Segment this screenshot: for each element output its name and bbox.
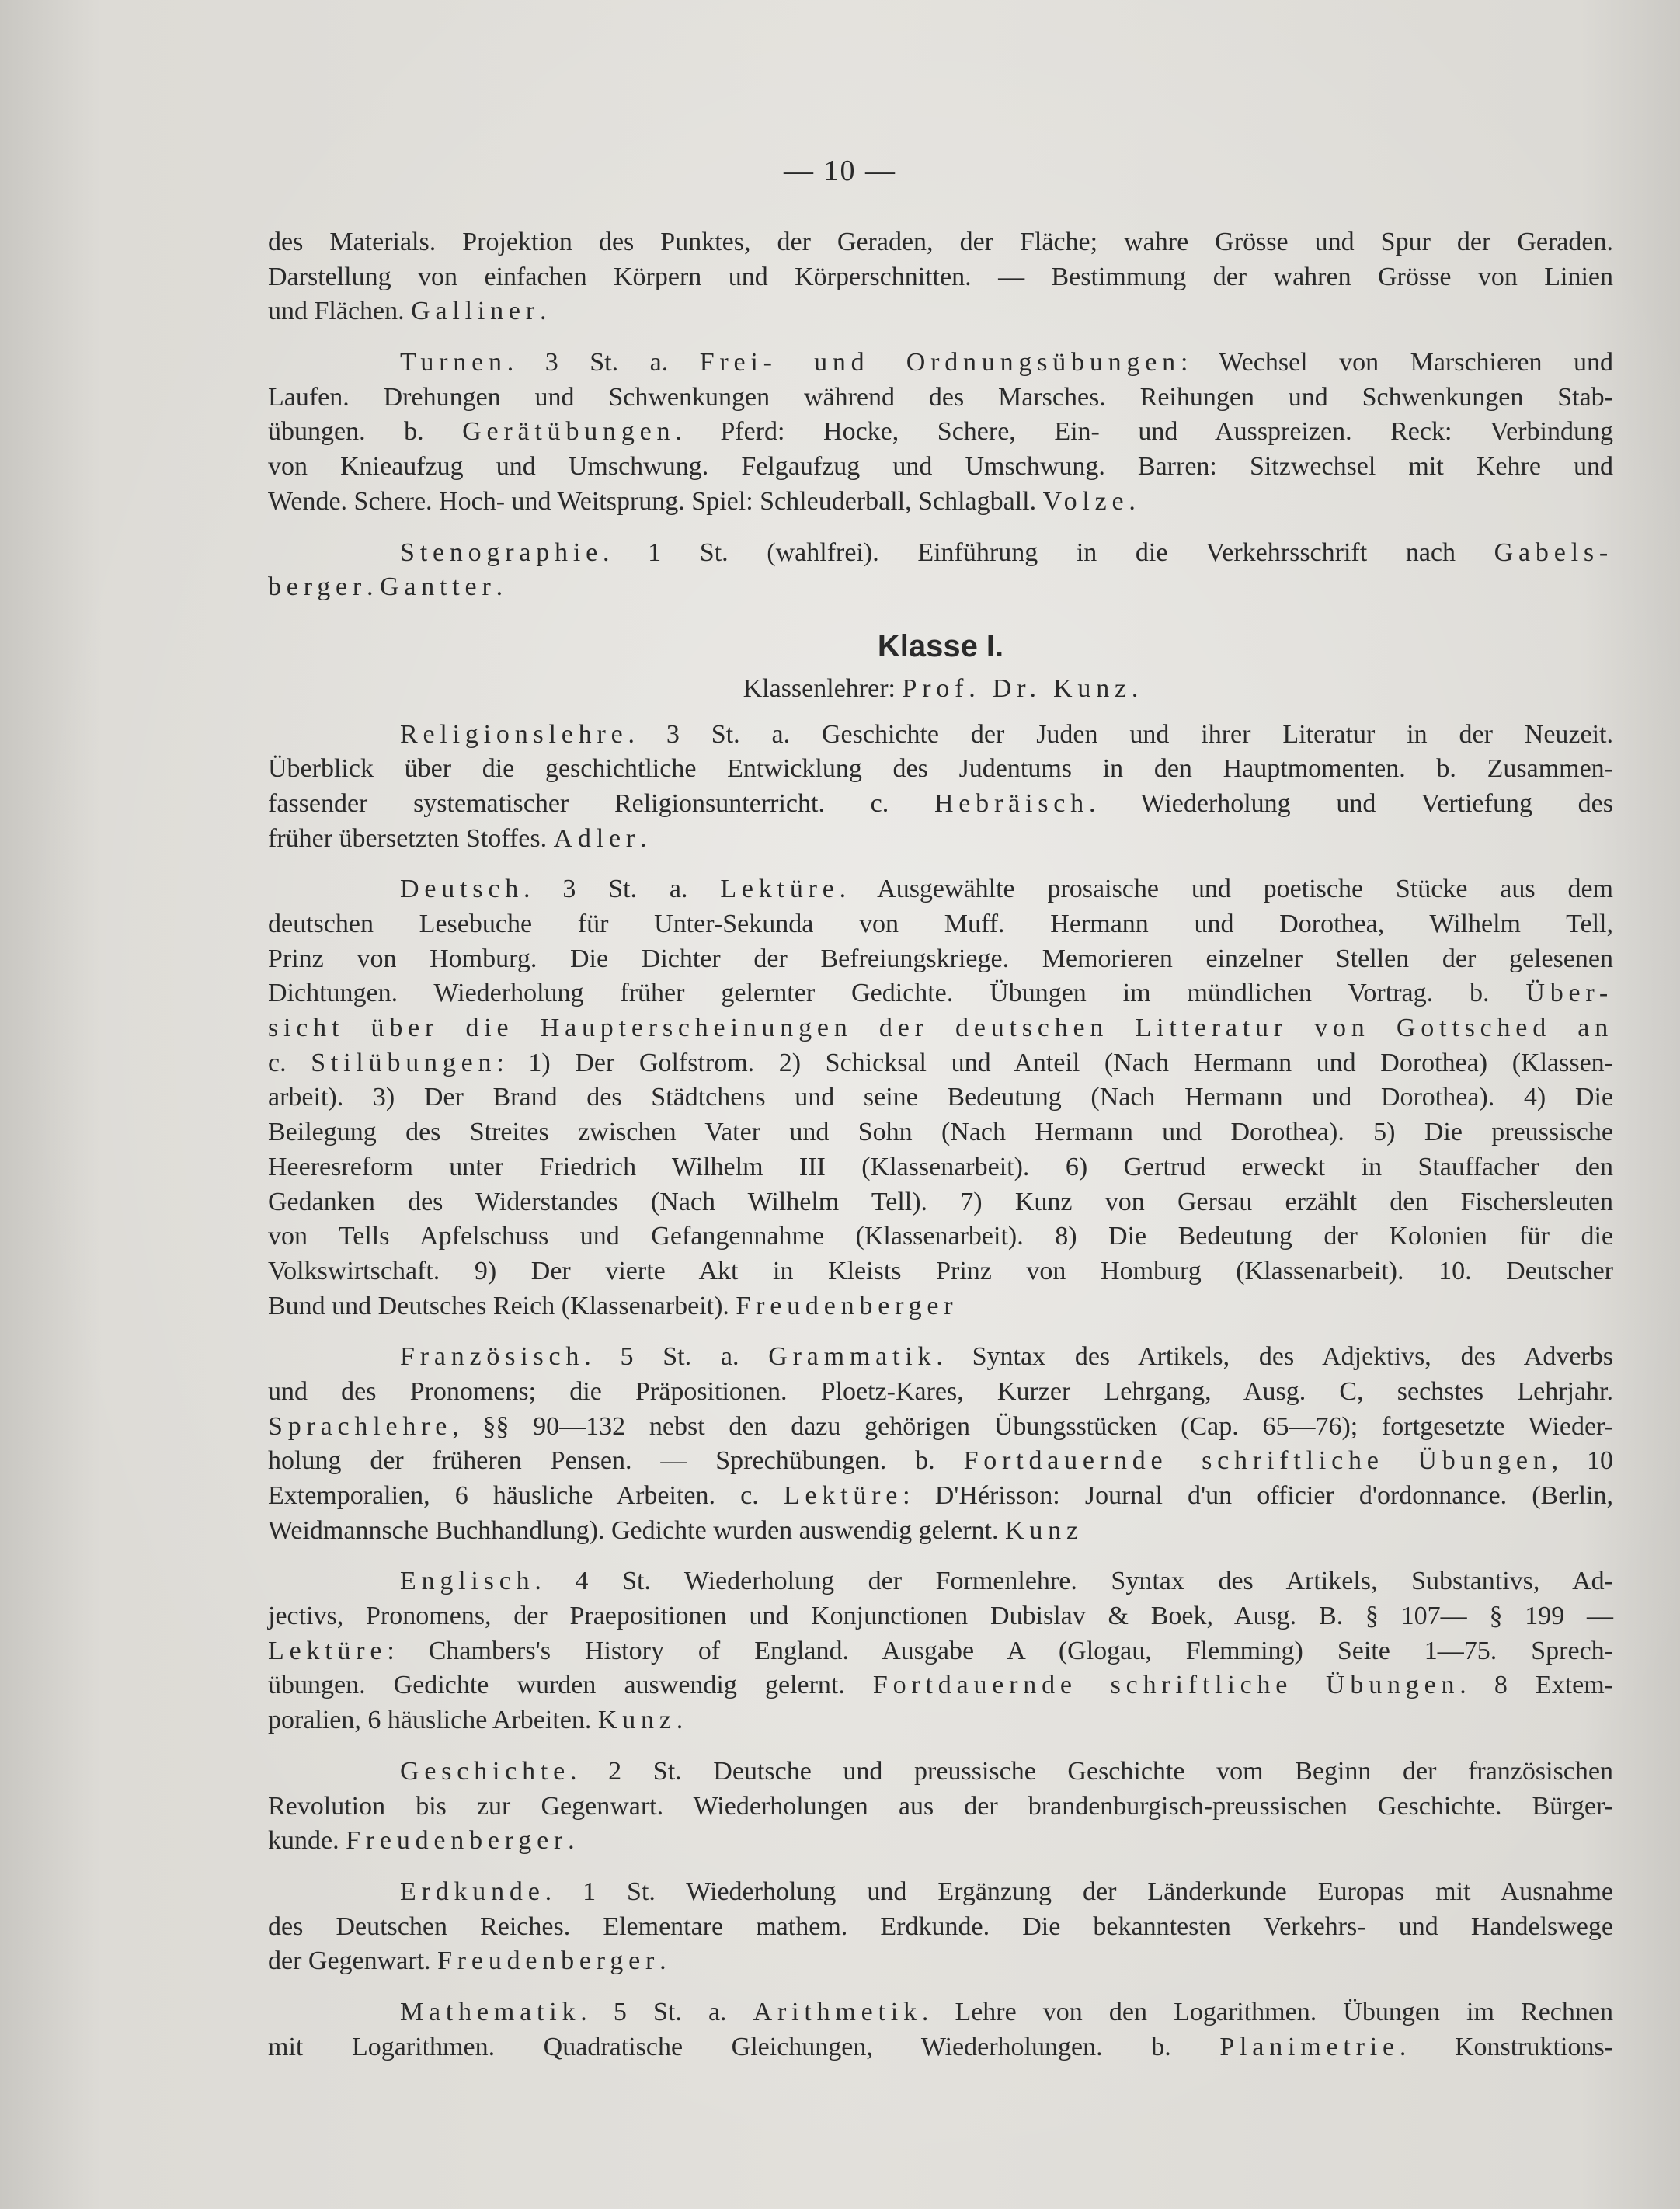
- text-run: Prinz von Homburg. Die Dichter der Befreiungskriege. Memorieren einzelner Stellen der gelesenen: [268, 944, 1613, 973]
- text-line: [268, 1703, 1613, 1738]
- spaced-emphasis: Deutsch: [400, 875, 524, 904]
- text-run: , 10: [1551, 1446, 1613, 1476]
- spaced-emphasis: Prof. Dr. Kunz: [902, 673, 1132, 703]
- text-run: .: [1131, 673, 1139, 703]
- text-line: [268, 787, 1613, 822]
- text-run: der Gegenwart.: [268, 1946, 438, 1976]
- text-run: Darstellung von einfachen Körpern und Körperschnitten. — Bestimmung der wahren Grösse von Linien: [268, 262, 1613, 291]
- text-line: [268, 1046, 1613, 1081]
- text-line: [268, 346, 1613, 381]
- text-line: [268, 536, 1613, 571]
- spaced-emphasis: Englisch: [400, 1567, 535, 1596]
- text-run: .: [640, 823, 647, 853]
- text-run: kunde.: [268, 1826, 346, 1856]
- paragraph-deutsch: [268, 872, 1613, 1324]
- spaced-emphasis: sicht über die Haupterscheinungen der deutschen Litteratur von Gottsched an: [268, 1014, 1613, 1043]
- spaced-emphasis: Freudenberger: [736, 1291, 958, 1320]
- section-heading: [268, 627, 1613, 666]
- spaced-emphasis: Gabels-: [1494, 537, 1613, 567]
- text-run: : Chambers's History of England. Ausgabe A (Glogau, Flemming) Seite 1—75. Sprech-: [387, 1636, 1613, 1665]
- text-line: [268, 1755, 1613, 1790]
- text-run: Überblick über die geschichtliche Entwicklung des Judentums in den Hauptmomenten. b. Zusammen-: [268, 754, 1613, 784]
- spaced-emphasis: Hebräisch: [934, 788, 1089, 818]
- text-line: [268, 1599, 1613, 1634]
- text-run: übungen. Gedichte wurden auswendig gelernt.: [268, 1671, 873, 1700]
- text-run: Heeresreform unter Friedrich Wilhelm III (Klassenarbeit). 6) Gertrud erweckt in Stauffacher den: [268, 1152, 1613, 1181]
- text-run: .: [367, 572, 381, 602]
- text-run: Weidmannsche Buchhandlung). Gedichte wurden auswendig gelernt.: [268, 1515, 1005, 1545]
- text-line: [268, 2030, 1613, 2065]
- text-line: [268, 1944, 1613, 1979]
- spaced-emphasis: Über-: [1525, 979, 1613, 1008]
- text-line: [268, 415, 1613, 450]
- text-run: .: [1129, 486, 1136, 516]
- text-line: [268, 1444, 1613, 1479]
- text-run: des Materials. Projektion des Punktes, der Geraden, der Fläche; wahre Grösse und Spur der Geraden.: [268, 228, 1613, 256]
- text-line: [268, 627, 1613, 666]
- text-line: [268, 672, 1613, 707]
- paragraph-stenographie: [268, 536, 1613, 605]
- text-run: und Flächen.: [268, 297, 412, 326]
- text-run: .: [659, 1946, 666, 1976]
- text-run: Volkswirtschaft. 9) Der vierte Akt in Kleists Prinz von Homburg (Klassenarbeit). 10. Deutscher: [268, 1256, 1613, 1285]
- paragraph-religion: [268, 718, 1613, 857]
- heading-text: Klasse I.: [877, 628, 1004, 663]
- text-line: [268, 1115, 1613, 1150]
- text-line: [268, 485, 1613, 520]
- spaced-emphasis: Freudenberger: [437, 1946, 660, 1976]
- text-run: Bund und Deutsches Reich (Klassenarbeit).: [268, 1291, 736, 1320]
- spaced-emphasis: Fortdauernde schriftliche Übungen: [963, 1446, 1552, 1476]
- text-line: [268, 570, 1613, 605]
- text-run: . 2 St. Deutsche und preussische Geschichte vom Beginn der französischen: [570, 1756, 1613, 1786]
- spaced-emphasis: Französisch: [400, 1342, 585, 1372]
- spaced-emphasis: Stilübungen: [311, 1048, 497, 1077]
- text-line: [268, 1875, 1613, 1910]
- text-run: . 3 St. a. Geschichte der Juden und ihrer Literatur in der Neuzeit.: [628, 719, 1613, 749]
- text-run: Revolution bis zur Gegenwart. Wiederholungen aus der brandenburgisch-preussischen Geschichte. Bürger-: [268, 1791, 1613, 1821]
- text-line: [268, 1080, 1613, 1115]
- spaced-emphasis: berger: [268, 572, 367, 602]
- text-line: [268, 1995, 1613, 2030]
- spaced-emphasis: Religionslehre: [400, 719, 628, 749]
- text-run: Klassenlehrer:: [743, 673, 903, 703]
- spaced-emphasis: Fortdauernde schriftliche Übungen: [872, 1671, 1460, 1700]
- document-body: [268, 225, 1613, 2081]
- text-line: [268, 1564, 1613, 1599]
- text-line: [268, 1824, 1613, 1859]
- paragraph-franzoesisch: [268, 1340, 1613, 1548]
- text-line: [268, 752, 1613, 787]
- spaced-emphasis: Gantter: [380, 572, 496, 602]
- text-line: [268, 942, 1613, 977]
- text-run: von Tells Apfelschuss und Gefangennahme (Klassenarbeit). 8) Die Bedeutung der Kolonien für die: [268, 1222, 1613, 1251]
- spaced-emphasis: Galliner: [411, 297, 540, 326]
- text-run: mit Logarithmen. Quadratische Gleichungen, Wiederholungen. b.: [268, 2032, 1220, 2061]
- text-run: früher übersetzten Stoffes.: [268, 823, 554, 853]
- text-run: c.: [268, 1048, 311, 1077]
- text-run: . Pferd: Hocke, Schere, Ein- und Ausspreizen. Reck: Verbindung: [675, 417, 1613, 447]
- text-line: [268, 1254, 1613, 1289]
- text-line: [268, 260, 1613, 295]
- spaced-emphasis: Kunz: [597, 1706, 677, 1735]
- text-run: . 5 St. a.: [580, 1997, 753, 2026]
- text-run: deutschen Lesebuche für Unter-Sekunda von Muff. Hermann und Dorothea, Wilhelm Tell,: [268, 910, 1613, 938]
- text-line: [268, 822, 1613, 857]
- text-line: [268, 1479, 1613, 1514]
- text-run: von Knieaufzug und Umschwung. Felgaufzug und Umschwung. Barren: Sitzwechsel mit Kehre und: [268, 452, 1613, 482]
- text-run: . Wiederholung und Vertiefung des: [1088, 788, 1613, 818]
- text-run: Gedanken des Widerstandes (Nach Wilhelm Tell). 7) Kunz von Gersau erzählt den Fischersleuten: [268, 1187, 1613, 1216]
- spaced-emphasis: Erdkunde: [400, 1877, 545, 1906]
- text-line: [268, 976, 1613, 1011]
- text-run: Beilegung des Streites zwischen Vater und Sohn (Nach Hermann und Dorothea). 5) Die preussische: [268, 1118, 1613, 1147]
- text-line: [268, 1150, 1613, 1185]
- text-run: fassender systematischer Religionsunterricht. c.: [268, 788, 934, 818]
- text-run: , §§ 90—132 nebst den dazu gehörigen Übungsstücken (Cap. 65—76); fortgesetzte Wieder-: [452, 1411, 1613, 1441]
- spaced-emphasis: Lektüre: [720, 875, 840, 904]
- class-teacher-line: [268, 672, 1613, 707]
- spaced-emphasis: Sprachlehre: [268, 1411, 453, 1441]
- text-run: Laufen. Drehungen und Schwenkungen während des Marsches. Reihungen und Schwenkungen Stab-: [268, 382, 1613, 412]
- text-run: .: [496, 572, 503, 602]
- text-run: . Konstruktions-: [1399, 2032, 1614, 2061]
- spaced-emphasis: Stenographie: [400, 537, 603, 567]
- text-run: : Wechsel von Marschieren und: [1180, 348, 1613, 377]
- text-line: [268, 1910, 1613, 1945]
- text-line: [268, 718, 1613, 753]
- paragraph-mathematik: [268, 1995, 1613, 2065]
- spaced-emphasis: Geschichte: [400, 1756, 571, 1786]
- text-line: [268, 450, 1613, 485]
- text-line: [268, 1011, 1613, 1046]
- spaced-emphasis: Volze: [1042, 486, 1129, 516]
- text-line: [268, 1514, 1613, 1549]
- spaced-emphasis: Gerätübungen: [462, 417, 676, 447]
- spaced-emphasis: Grammatik: [768, 1342, 937, 1372]
- paragraph-englisch: [268, 1564, 1613, 1738]
- text-run: Extemporalien, 6 häusliche Arbeiten. c.: [268, 1481, 784, 1510]
- paragraph-continuation: [268, 225, 1613, 329]
- text-run: . 5 St. a.: [584, 1342, 769, 1372]
- text-run: . 1 St. (wahlfrei). Einführung in die Verkehrsschrift nach: [603, 537, 1494, 567]
- text-line: [268, 1375, 1613, 1410]
- text-run: .: [676, 1706, 683, 1735]
- text-run: : D'Hérisson: Journal d'un officier d'ordonnance. (Berlin,: [903, 1481, 1613, 1510]
- paragraph-erdkunde: [268, 1875, 1613, 1979]
- spaced-emphasis: Freudenberger: [346, 1826, 569, 1856]
- text-run: übungen. b.: [268, 417, 463, 447]
- text-line: [268, 1668, 1613, 1703]
- text-run: holung der früheren Pensen. — Sprechübungen. b.: [268, 1446, 964, 1476]
- text-run: . 1 St. Wiederholung und Ergänzung der Länderkunde Europas mit Ausnahme: [544, 1877, 1613, 1906]
- text-run: jectivs, Pronomens, der Praepositionen und Konjunctionen Dubislav & Boek, Ausg. B. § 107— § 199 —: [268, 1602, 1613, 1631]
- text-line: [268, 872, 1613, 907]
- spaced-emphasis: Arithmetik: [753, 1997, 922, 2026]
- spaced-emphasis: Lektüre: [783, 1481, 903, 1510]
- text-line: [268, 1790, 1613, 1825]
- text-line: [268, 1289, 1613, 1324]
- text-line: [268, 1185, 1613, 1220]
- text-run: . Lehre von den Logarithmen. Übungen im Rechnen: [921, 1997, 1613, 2026]
- spaced-emphasis: Turnen: [400, 348, 507, 377]
- page-number: — 10 —: [784, 155, 896, 187]
- text-run: Wende. Schere. Hoch- und Weitsprung. Spiel: Schleuderball, Schlagball.: [268, 486, 1043, 516]
- spaced-emphasis: Adler: [553, 823, 640, 853]
- text-run: arbeit). 3) Der Brand des Städtchens und seine Bedeutung (Nach Hermann und Dorothea). 4) Die: [268, 1083, 1613, 1112]
- spaced-emphasis: Lektüre: [268, 1636, 388, 1665]
- text-run: . 3 St. a.: [506, 348, 700, 377]
- text-line: [268, 225, 1613, 260]
- text-run: Dichtungen. Wiederholung früher gelernter Gedichte. Übungen im mündlichen Vortrag. b.: [268, 979, 1526, 1008]
- text-line: [268, 294, 1613, 329]
- spaced-emphasis: Frei- und Ordnungsübungen: [699, 348, 1181, 377]
- spaced-emphasis: Mathematik: [400, 1997, 581, 2026]
- text-run: poralien, 6 häusliche Arbeiten.: [268, 1706, 598, 1735]
- text-run: . 8 Extem-: [1459, 1671, 1613, 1700]
- text-line: [268, 1410, 1613, 1445]
- text-run: .: [539, 297, 547, 326]
- text-run: . 4 St. Wiederholung der Formenlehre. Syntax des Artikels, Substantivs, Ad-: [534, 1567, 1613, 1596]
- paragraph-turnen: [268, 346, 1613, 519]
- text-run: und des Pronomens; die Präpositionen. Ploetz-Kares, Kurzer Lehrgang, Ausg. C, sechstes Lehrjahr.: [268, 1376, 1613, 1406]
- paragraph-geschichte: [268, 1755, 1613, 1859]
- text-line: [268, 1634, 1613, 1669]
- text-line: [268, 381, 1613, 416]
- spaced-emphasis: Kunz: [1004, 1515, 1083, 1545]
- text-line: [268, 907, 1613, 942]
- text-run: des Deutschen Reiches. Elementare mathem. Erdkunde. Die bekanntesten Verkehrs- und Handelswege: [268, 1912, 1613, 1941]
- spaced-emphasis: Planimetrie: [1219, 2032, 1400, 2061]
- text-run: . Ausgewählte prosaische und poetische Stücke aus dem: [839, 875, 1613, 904]
- text-line: [268, 1340, 1613, 1375]
- text-run: : 1) Der Golfstrom. 2) Schicksal und Anteil (Nach Hermann und Dorothea) (Klassen-: [496, 1048, 1614, 1077]
- text-run: . 3 St. a.: [523, 875, 721, 904]
- text-line: [268, 1219, 1613, 1254]
- text-run: .: [568, 1826, 575, 1856]
- text-run: . Syntax des Artikels, des Adjektivs, des Adverbs: [936, 1342, 1613, 1372]
